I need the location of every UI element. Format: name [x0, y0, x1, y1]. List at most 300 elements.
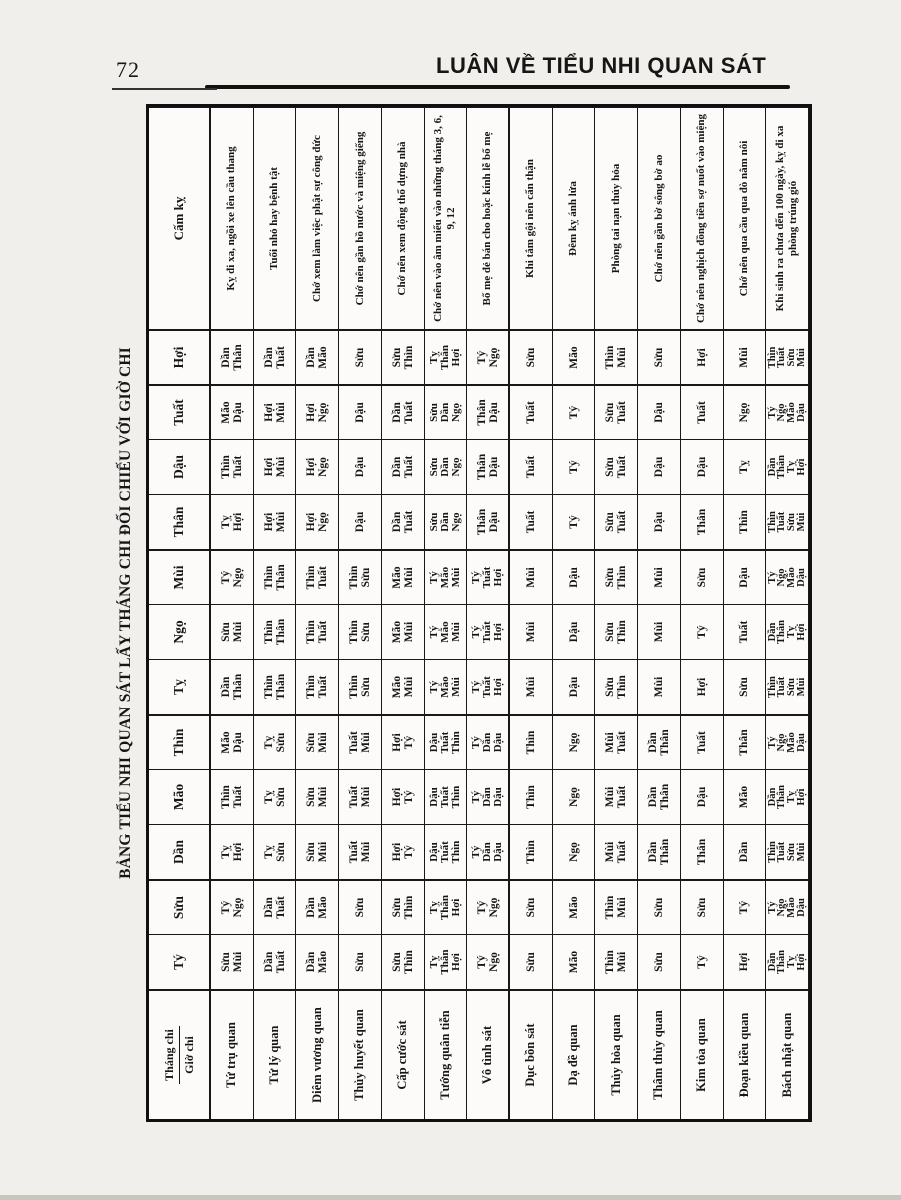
branch-cell	[553, 769, 596, 824]
branch-word: Hợi	[492, 678, 505, 696]
branch-cell	[425, 769, 468, 824]
branch-word: Sửu	[604, 622, 617, 642]
camky-cell: Phòng tai nạn thủy hỏa	[595, 107, 638, 329]
branch-cell	[339, 604, 382, 659]
branch-word: Mùi	[449, 567, 462, 588]
branch-word: Thân	[475, 453, 488, 481]
branch-cell	[724, 494, 767, 549]
branch-word: Tuất	[616, 731, 629, 754]
branch-word: Tuất	[481, 676, 494, 698]
branch-word: Ngọ	[449, 457, 462, 477]
branch-word: Thân	[776, 455, 788, 479]
branch-cell	[766, 604, 809, 659]
branch-cell	[510, 934, 553, 989]
branch-word: Dần	[646, 732, 659, 753]
branch-word: Dần	[439, 457, 452, 477]
branch-cell	[595, 329, 638, 384]
branch-word: Tuất	[695, 731, 708, 754]
branch-word: Mão	[439, 566, 452, 589]
branch-word: Thìn	[616, 565, 629, 590]
branch-word: Mão	[390, 566, 403, 589]
branch-word: Hợi	[449, 953, 462, 971]
branch-word: Tý	[219, 570, 232, 585]
branch-word: Sửu	[652, 347, 665, 368]
branch-word: Tuất	[274, 950, 287, 974]
branch-cell	[425, 824, 468, 879]
branch-word: Thân	[658, 729, 671, 756]
branch-cell	[766, 549, 809, 604]
branch-word: Tỵ	[738, 460, 751, 474]
branch-word: Dần	[305, 347, 318, 368]
branch-word: Tý	[695, 955, 708, 969]
branch-cell	[638, 934, 681, 989]
branch-cell	[425, 934, 468, 989]
branch-word: Thìn	[347, 620, 360, 644]
branch-cell	[254, 659, 297, 714]
camky-cell: Tuổi nhỏ hay bệnh tật	[254, 107, 297, 329]
branch-word: Dần	[390, 456, 403, 478]
branch-word: Thân	[439, 949, 452, 975]
branch-cell	[211, 769, 254, 824]
branch-word: Mão	[738, 785, 751, 809]
branch-word: Hợi	[305, 457, 318, 477]
branch-word: Dần	[766, 622, 778, 642]
corner-cell	[149, 989, 211, 1119]
branch-word: Sửu	[524, 952, 537, 972]
quan-label: Diêm vương quan	[296, 989, 339, 1119]
branch-cell	[425, 494, 468, 549]
branch-cell	[467, 879, 510, 934]
branch-cell	[766, 769, 809, 824]
branch-cell	[339, 934, 382, 989]
branch-word: Sửu	[353, 952, 366, 972]
branch-word: Dần	[390, 511, 403, 533]
branch-word: Mão	[390, 675, 403, 699]
quan-label: Bách nhật quan	[766, 989, 809, 1119]
branch-word: Mão	[786, 402, 798, 423]
branch-cell	[339, 384, 382, 439]
branch-word: Dậu	[652, 402, 665, 423]
branch-word: Dần	[219, 347, 232, 368]
branch-cell	[724, 604, 767, 659]
branch-word: Thân	[695, 508, 708, 536]
branch-word: Sửu	[390, 347, 403, 368]
branch-cell	[296, 659, 339, 714]
branch-word: Thân	[658, 838, 671, 866]
branch-word: Thìn	[262, 675, 275, 699]
branch-word: Tỵ	[428, 351, 441, 364]
branch-cell	[296, 604, 339, 659]
branch-cell	[724, 824, 767, 879]
branch-word: Dậu	[353, 511, 366, 533]
branch-word: Dần	[646, 786, 659, 808]
quan-label: Đoạn kiều quan	[724, 989, 767, 1119]
branch-word: Thân	[274, 618, 287, 646]
quan-table-grid	[146, 104, 812, 1122]
branch-cell	[425, 714, 468, 769]
branch-cell	[254, 769, 297, 824]
branch-cell	[553, 934, 596, 989]
month-header: Ngọ	[149, 604, 211, 659]
branch-cell	[425, 439, 468, 494]
branch-word: Tuất	[317, 620, 330, 644]
branch-word: Mùi	[604, 786, 617, 808]
branch-word: Tý	[475, 900, 488, 915]
camky-cell: Chớ nên gần bờ sông bờ ao	[638, 107, 681, 329]
branch-word: Hợi	[492, 568, 505, 587]
branch-word: Dậu	[738, 567, 751, 588]
branch-word: Mùi	[274, 511, 287, 533]
branch-cell	[553, 549, 596, 604]
quan-label: Tướng quân tiễn	[425, 989, 468, 1119]
branch-word: Mão	[567, 896, 580, 919]
branch-word: Dần	[305, 951, 318, 973]
branch-cell	[339, 659, 382, 714]
branch-word: Mão	[219, 401, 232, 424]
branch-word: Thân	[475, 399, 488, 426]
branch-word: Mão	[786, 732, 798, 753]
branch-word: Sửu	[524, 347, 537, 368]
branch-cell	[595, 714, 638, 769]
header-rule-thin	[112, 88, 217, 90]
branch-word: Tuất	[402, 455, 415, 479]
branch-cell	[595, 934, 638, 989]
branch-word: Tỵ	[219, 845, 232, 859]
branch-word: Thìn	[604, 895, 617, 920]
branch-word: Dần	[646, 841, 659, 863]
branch-cell	[766, 824, 809, 879]
branch-word: Dậu	[567, 567, 580, 588]
branch-word: Tý	[475, 955, 488, 969]
branch-word: Tý	[475, 350, 488, 365]
branch-word: Tý	[470, 790, 483, 804]
quan-label: Tứ trụ quan	[211, 989, 254, 1119]
branch-word: Tuất	[274, 896, 287, 919]
scan-edge-shadow	[0, 1195, 901, 1200]
branch-cell	[254, 439, 297, 494]
quan-label: Kim tỏa quan	[681, 989, 724, 1119]
branch-word: Dậu	[695, 786, 708, 808]
branch-cell	[211, 439, 254, 494]
branch-cell	[211, 824, 254, 879]
branch-word: Mùi	[231, 951, 244, 973]
branch-word: Dậu	[695, 456, 708, 478]
branch-cell	[467, 934, 510, 989]
branch-cell	[724, 439, 767, 494]
branch-word: Hợi	[795, 788, 807, 806]
camky-cell: Khi sinh ra chưa đến 100 ngày, kỵ đi xa phòng trúng gió	[766, 107, 809, 329]
branch-cell	[510, 604, 553, 659]
branch-word: Dậu	[492, 732, 505, 753]
branch-word: Tuất	[616, 510, 629, 534]
branch-cell	[553, 659, 596, 714]
branch-cell	[254, 604, 297, 659]
branch-word: Thân	[738, 729, 751, 756]
camky-cell: Chớ xem làm việc phật sự công đức	[296, 107, 339, 329]
branch-word: Thìn	[347, 675, 360, 699]
branch-word: Sửu	[786, 843, 798, 861]
branch-word: Thìn	[766, 346, 778, 369]
branch-cell	[211, 384, 254, 439]
branch-word: Tý	[402, 845, 415, 859]
branch-word: Tỵ	[219, 515, 232, 529]
branch-word: Thân	[776, 950, 788, 974]
branch-cell	[211, 604, 254, 659]
branch-cell	[467, 329, 510, 384]
branch-word: Dần	[390, 402, 403, 423]
branch-word: Thìn	[449, 731, 462, 754]
branch-cell	[681, 824, 724, 879]
branch-word: Ngọ	[317, 402, 330, 423]
page-number: 72	[116, 57, 140, 82]
header-rule	[205, 85, 790, 89]
branch-word: Tý	[766, 736, 778, 749]
branch-word: Hợi	[390, 787, 403, 807]
branch-word: Sửu	[390, 952, 403, 972]
rotated-table-block	[105, 104, 812, 1122]
branch-word: Dậu	[487, 511, 500, 533]
branch-cell	[638, 384, 681, 439]
branch-word: Tuất	[776, 511, 788, 533]
branch-word: Dần	[766, 952, 778, 972]
branch-word: Thìn	[305, 675, 318, 699]
branch-word: Thìn	[616, 675, 629, 699]
branch-word: Thân	[776, 785, 788, 809]
camky-cell: Khi tắm gội nên cẩn thận	[510, 107, 553, 329]
branch-cell	[296, 384, 339, 439]
branch-cell	[254, 879, 297, 934]
branch-word: Sửu	[428, 457, 441, 477]
branch-word: Tuất	[695, 401, 708, 424]
branch-cell	[553, 329, 596, 384]
branch-word: Hợi	[695, 677, 708, 697]
branch-cell	[595, 439, 638, 494]
branch-word: Dậu	[492, 787, 505, 807]
branch-word: Tuất	[347, 785, 360, 809]
branch-word: Mão	[219, 731, 232, 754]
month-header: Thân	[149, 494, 211, 549]
branch-word: Tuất	[317, 566, 330, 589]
branch-word: Thìn	[402, 895, 415, 920]
branch-cell	[681, 714, 724, 769]
branch-word: Thìn	[766, 511, 778, 533]
branch-cell	[553, 604, 596, 659]
branch-cell	[595, 384, 638, 439]
branch-word: Mùi	[359, 732, 372, 753]
branch-word: Mão	[390, 620, 403, 644]
branch-cell	[724, 659, 767, 714]
quan-label: Dạ đề quan	[553, 989, 596, 1119]
branch-word: Sửu	[604, 677, 617, 697]
branch-word: Dậu	[231, 732, 244, 753]
branch-cell	[766, 494, 809, 549]
branch-cell	[254, 494, 297, 549]
branch-word: Tuất	[524, 510, 537, 534]
camky-cell: Bố mẹ đẻ bán cho hoặc kính lễ bố mẹ	[467, 107, 510, 329]
branch-cell	[638, 714, 681, 769]
branch-cell	[339, 824, 382, 879]
branch-word: Sửu	[359, 677, 372, 697]
branch-word: Dậu	[795, 733, 807, 752]
branch-cell	[296, 769, 339, 824]
branch-word: Sửu	[305, 842, 318, 862]
branch-word: Tuất	[231, 785, 244, 809]
branch-cell	[254, 329, 297, 384]
branch-cell	[382, 824, 425, 879]
branch-word: Sửu	[695, 897, 708, 918]
branch-word: Tý	[402, 735, 415, 750]
branch-word: Ngọ	[776, 898, 788, 917]
branch-cell	[296, 824, 339, 879]
branch-cell	[724, 384, 767, 439]
branch-cell	[510, 494, 553, 549]
branch-word: Thìn	[219, 785, 232, 809]
branch-word: Mùi	[317, 786, 330, 808]
branch-cell	[382, 329, 425, 384]
branch-word: Sửu	[359, 567, 372, 588]
branch-word: Mão	[439, 621, 452, 643]
branch-word: Sửu	[219, 952, 232, 972]
branch-cell	[296, 714, 339, 769]
branch-word: Mão	[317, 896, 330, 919]
branch-word: Dần	[481, 787, 494, 807]
branch-word: Sửu	[786, 348, 798, 367]
branch-word: Thìn	[524, 785, 537, 809]
branch-word: Dậu	[353, 456, 366, 478]
branch-cell	[553, 384, 596, 439]
branch-cell	[510, 439, 553, 494]
branch-cell	[595, 604, 638, 659]
branch-cell	[296, 934, 339, 989]
month-header: Tỵ	[149, 659, 211, 714]
branch-word: Tuất	[231, 455, 244, 479]
camky-cell: Kỵ đi xa, ngồi xe lên cầu thang	[211, 107, 254, 329]
branch-word: Mùi	[317, 732, 330, 753]
branch-word: Tuất	[317, 675, 330, 699]
branch-word: Hợi	[231, 842, 244, 862]
branch-word: Mùi	[317, 841, 330, 863]
branch-cell	[339, 714, 382, 769]
branch-cell	[425, 879, 468, 934]
branch-word: Tỵ	[262, 735, 275, 750]
branch-cell	[211, 329, 254, 384]
branch-word: Sửu	[305, 732, 318, 753]
branch-cell	[339, 879, 382, 934]
branch-cell	[553, 714, 596, 769]
branch-word: Tuất	[616, 840, 629, 864]
branch-word: Thân	[658, 783, 671, 811]
branch-cell	[510, 329, 553, 384]
branch-word: Tỵ	[428, 955, 441, 969]
branch-word: Hợi	[305, 512, 318, 532]
branch-word: Tuất	[402, 510, 415, 534]
branch-word: Ngọ	[776, 403, 788, 422]
branch-word: Dậu	[428, 732, 441, 753]
page-header-title: LUÂN VỀ TIỂU NHI QUAN SÁT	[436, 53, 767, 78]
branch-word: Ngọ	[567, 842, 580, 862]
camky-cell: Đêm kỵ ánh lửa	[553, 107, 596, 329]
branch-word: Tý	[766, 901, 778, 914]
branch-word: Mùi	[795, 677, 807, 697]
branch-word: Hợi	[449, 898, 462, 917]
branch-word: Sửu	[738, 677, 751, 697]
quan-label: Thủy huyết quan	[339, 989, 382, 1119]
branch-word: Sửu	[786, 678, 798, 696]
branch-word: Mão	[317, 950, 330, 974]
branch-cell	[681, 769, 724, 824]
branch-word: Thìn	[402, 345, 415, 370]
branch-word: Mùi	[652, 676, 665, 698]
branch-word: Sửu	[604, 402, 617, 423]
branch-cell	[382, 769, 425, 824]
branch-word: Mùi	[795, 512, 807, 532]
branch-word: Hợi	[492, 623, 505, 641]
branch-word: Thân	[231, 344, 244, 371]
branch-word: Ngọ	[567, 732, 580, 753]
branch-word: Mùi	[604, 841, 617, 863]
branch-word: Tuất	[481, 621, 494, 643]
branch-word: Sửu	[353, 347, 366, 368]
branch-cell	[254, 549, 297, 604]
branch-word: Tỵ	[786, 790, 798, 804]
branch-cell	[766, 879, 809, 934]
branch-word: Tý	[470, 625, 483, 639]
branch-word: Dần	[439, 512, 452, 532]
branch-word: Thìn	[219, 455, 232, 479]
branch-cell	[595, 549, 638, 604]
branch-word: Tý	[738, 900, 751, 915]
branch-cell	[467, 384, 510, 439]
branch-cell	[211, 549, 254, 604]
branch-word: Dậu	[795, 403, 807, 422]
branch-word: Tý	[766, 571, 778, 584]
branch-cell	[553, 824, 596, 879]
branch-word: Thìn	[305, 565, 318, 590]
branch-cell	[382, 384, 425, 439]
branch-cell	[638, 769, 681, 824]
branch-word: Sửu	[786, 513, 798, 531]
branch-word: Tỵ	[786, 955, 798, 969]
branch-cell	[254, 384, 297, 439]
branch-word: Tý	[470, 845, 483, 859]
branch-cell	[681, 549, 724, 604]
branch-word: Ngọ	[487, 952, 500, 972]
branch-word: Ngọ	[231, 897, 244, 918]
branch-word: Sửu	[428, 512, 441, 532]
branch-word: Thân	[439, 894, 452, 921]
branch-word: Sửu	[524, 897, 537, 918]
branch-word: Thìn	[524, 840, 537, 864]
branch-word: Tuất	[776, 676, 788, 698]
branch-word: Dần	[305, 897, 318, 918]
month-header: Mão	[149, 769, 211, 824]
branch-cell	[382, 604, 425, 659]
branch-word: Thìn	[262, 565, 275, 590]
branch-word: Mão	[786, 567, 798, 588]
branch-cell	[296, 494, 339, 549]
branch-word: Thân	[274, 564, 287, 591]
branch-word: Dần	[262, 347, 275, 368]
branch-word: Mùi	[652, 567, 665, 588]
branch-word: Hợi	[305, 403, 318, 422]
branch-cell	[254, 934, 297, 989]
branch-cell	[425, 604, 468, 659]
branch-word: Dậu	[567, 621, 580, 643]
quan-label: Dục bồn sát	[510, 989, 553, 1119]
branch-cell	[724, 549, 767, 604]
month-header: Mùi	[149, 549, 211, 604]
branch-cell	[638, 439, 681, 494]
